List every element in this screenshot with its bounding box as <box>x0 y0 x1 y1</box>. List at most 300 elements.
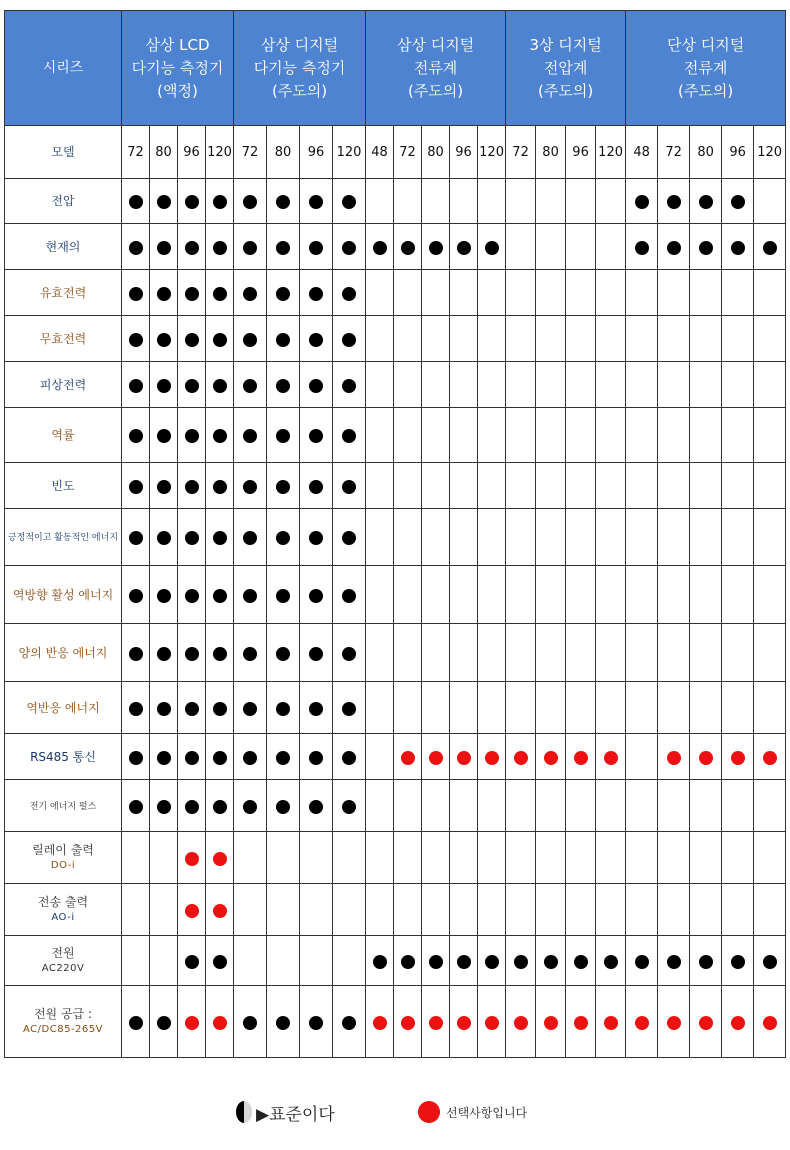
feature-cell <box>267 566 300 624</box>
feature-cell <box>366 566 394 624</box>
feature-cell <box>626 509 658 566</box>
feature-cell <box>267 682 300 734</box>
standard-dot <box>185 429 199 443</box>
feature-cell <box>596 986 626 1058</box>
feature-cell <box>690 509 722 566</box>
feature-cell <box>478 463 506 509</box>
feature-cell <box>690 986 722 1058</box>
feature-cell <box>422 270 450 316</box>
spec-table <box>4 10 786 1058</box>
model-cell: 80 <box>267 126 300 179</box>
feature-cell <box>394 734 422 780</box>
feature-cell <box>722 509 754 566</box>
feature-cell <box>394 884 422 936</box>
standard-dot <box>699 955 713 969</box>
optional-dot <box>544 751 558 765</box>
feature-cell <box>690 780 722 832</box>
feature-cell <box>206 780 234 832</box>
standard-dot <box>309 751 323 765</box>
standard-dot <box>243 589 257 603</box>
feature-cell <box>754 986 786 1058</box>
feature-cell <box>234 986 267 1058</box>
optional-dot <box>574 1016 588 1030</box>
feature-cell <box>690 362 722 408</box>
feature-label <box>5 682 122 734</box>
standard-dot <box>309 333 323 347</box>
standard-dot <box>129 429 143 443</box>
feature-cell <box>122 463 150 509</box>
feature-cell <box>478 509 506 566</box>
feature-cell <box>206 463 234 509</box>
feature-label-text: 전원 <box>51 945 75 960</box>
standard-dot <box>699 195 713 209</box>
feature-cell <box>478 270 506 316</box>
feature-cell <box>566 682 596 734</box>
optional-dot <box>731 751 745 765</box>
standard-dot <box>185 379 199 393</box>
standard-dot <box>276 800 290 814</box>
feature-cell <box>754 509 786 566</box>
feature-cell <box>206 884 234 936</box>
feature-cell <box>658 682 690 734</box>
feature-cell <box>566 734 596 780</box>
feature-cell <box>626 316 658 362</box>
standard-dot <box>129 480 143 494</box>
feature-label-text: 현재의 <box>45 239 81 254</box>
standard-dot <box>635 955 649 969</box>
feature-cell <box>658 270 690 316</box>
feature-cell <box>506 566 536 624</box>
optional-dot <box>635 1016 649 1030</box>
feature-cell <box>566 624 596 682</box>
standard-dot <box>342 647 356 661</box>
optional-dot <box>699 1016 713 1030</box>
feature-cell <box>722 832 754 884</box>
feature-cell <box>300 832 333 884</box>
standard-dot <box>401 241 415 255</box>
feature-cell <box>450 734 478 780</box>
feature-cell <box>300 624 333 682</box>
feature-cell <box>366 408 394 463</box>
standard-dot <box>157 702 171 716</box>
feature-cell <box>422 884 450 936</box>
feature-cell <box>267 179 300 224</box>
model-cell: 72 <box>506 126 536 179</box>
feature-cell <box>234 884 267 936</box>
feature-cell <box>178 362 206 408</box>
feature-cell <box>394 624 422 682</box>
optional-dot <box>185 1016 199 1030</box>
group-header-5: 단상 디지털 전류계 (주도의) <box>626 11 786 126</box>
model-cell: 80 <box>422 126 450 179</box>
feature-cell <box>754 624 786 682</box>
feature-cell <box>178 224 206 270</box>
feature-cell <box>300 884 333 936</box>
feature-cell <box>422 509 450 566</box>
feature-cell <box>566 362 596 408</box>
feature-cell <box>178 624 206 682</box>
model-cell: 72 <box>394 126 422 179</box>
model-cell: 80 <box>690 126 722 179</box>
feature-cell <box>478 832 506 884</box>
feature-label-text: 유효전력 <box>39 285 87 300</box>
model-cell: 96 <box>450 126 478 179</box>
feature-cell <box>333 936 366 986</box>
feature-cell <box>267 224 300 270</box>
feature-cell <box>122 362 150 408</box>
feature-sublabel: AC/DC85-265V <box>23 1023 103 1035</box>
standard-dot <box>185 241 199 255</box>
feature-cell <box>596 362 626 408</box>
feature-cell <box>366 936 394 986</box>
feature-cell <box>754 780 786 832</box>
standard-dot <box>309 195 323 209</box>
standard-dot <box>213 751 227 765</box>
standard-dot <box>185 955 199 969</box>
feature-cell <box>366 682 394 734</box>
feature-cell <box>506 780 536 832</box>
feature-cell <box>450 362 478 408</box>
optional-dot <box>763 751 777 765</box>
feature-label <box>5 224 122 270</box>
model-cell: 72 <box>234 126 267 179</box>
standard-dot <box>731 195 745 209</box>
feature-cell <box>122 884 150 936</box>
feature-cell <box>536 408 566 463</box>
standard-dot <box>157 333 171 347</box>
standard-dot <box>667 955 681 969</box>
standard-dot <box>185 800 199 814</box>
feature-row <box>5 986 786 1058</box>
standard-dot <box>243 531 257 545</box>
legend-standard <box>236 1098 335 1126</box>
feature-cell <box>150 270 178 316</box>
feature-cell <box>150 624 178 682</box>
feature-cell <box>658 734 690 780</box>
feature-cell <box>566 179 596 224</box>
feature-label-text: 양의 반응 에너지 <box>18 645 108 660</box>
feature-cell <box>206 986 234 1058</box>
standard-dot <box>342 480 356 494</box>
feature-cell <box>333 884 366 936</box>
feature-cell <box>178 734 206 780</box>
group-header-4: 3상 디지털 전압계 (주도의) <box>506 11 626 126</box>
feature-cell <box>422 734 450 780</box>
feature-cell <box>300 682 333 734</box>
standard-dot <box>401 955 415 969</box>
feature-cell <box>690 624 722 682</box>
standard-dot <box>129 531 143 545</box>
feature-cell <box>150 509 178 566</box>
feature-cell <box>122 780 150 832</box>
standard-dot <box>213 241 227 255</box>
feature-label <box>5 566 122 624</box>
feature-cell <box>150 936 178 986</box>
feature-cell <box>506 224 536 270</box>
optional-dot <box>401 751 415 765</box>
feature-cell <box>366 509 394 566</box>
standard-dot <box>129 1016 143 1030</box>
feature-cell <box>150 316 178 362</box>
feature-cell <box>754 270 786 316</box>
optional-dot <box>731 1016 745 1030</box>
feature-cell <box>506 884 536 936</box>
feature-cell <box>658 224 690 270</box>
feature-label-text: 전원 공급 : <box>33 1006 93 1021</box>
standard-dot <box>342 531 356 545</box>
feature-cell <box>300 566 333 624</box>
feature-cell <box>690 463 722 509</box>
standard-dot <box>373 955 387 969</box>
feature-cell <box>122 179 150 224</box>
feature-cell <box>267 362 300 408</box>
standard-dot <box>342 379 356 393</box>
standard-dot <box>243 1016 257 1030</box>
feature-cell <box>300 362 333 408</box>
feature-label <box>5 936 122 986</box>
feature-row <box>5 463 786 509</box>
feature-cell <box>206 270 234 316</box>
feature-cell <box>178 986 206 1058</box>
feature-cell <box>450 270 478 316</box>
feature-cell <box>754 884 786 936</box>
feature-cell <box>267 463 300 509</box>
feature-cell <box>234 316 267 362</box>
optional-dot <box>213 1016 227 1030</box>
feature-cell <box>722 682 754 734</box>
standard-dot <box>213 702 227 716</box>
standard-dot <box>213 800 227 814</box>
feature-cell <box>450 316 478 362</box>
feature-row <box>5 682 786 734</box>
standard-dot <box>635 195 649 209</box>
series-header: 시리즈 <box>5 11 122 126</box>
feature-label <box>5 832 122 884</box>
feature-cell <box>690 566 722 624</box>
feature-cell <box>506 509 536 566</box>
feature-label <box>5 408 122 463</box>
feature-cell <box>658 509 690 566</box>
feature-cell <box>150 179 178 224</box>
feature-cell <box>422 224 450 270</box>
standard-dot <box>342 287 356 301</box>
feature-cell <box>234 682 267 734</box>
feature-cell <box>566 463 596 509</box>
feature-cell <box>234 624 267 682</box>
feature-cell <box>626 270 658 316</box>
feature-cell <box>267 780 300 832</box>
standard-dot <box>213 647 227 661</box>
standard-dot <box>243 751 257 765</box>
feature-cell <box>478 780 506 832</box>
feature-cell <box>234 509 267 566</box>
feature-cell <box>478 624 506 682</box>
feature-cell <box>596 224 626 270</box>
model-cell: 80 <box>536 126 566 179</box>
feature-cell <box>754 179 786 224</box>
standard-dot <box>342 241 356 255</box>
feature-cell <box>366 780 394 832</box>
standard-dot <box>342 429 356 443</box>
feature-cell <box>536 734 566 780</box>
feature-cell <box>394 463 422 509</box>
optional-dot <box>457 1016 471 1030</box>
optional-dot <box>457 751 471 765</box>
feature-cell <box>478 734 506 780</box>
model-cell: 72 <box>122 126 150 179</box>
feature-cell <box>722 734 754 780</box>
feature-cell <box>333 362 366 408</box>
feature-cell <box>722 224 754 270</box>
feature-cell <box>206 179 234 224</box>
model-cell: 96 <box>178 126 206 179</box>
feature-cell <box>506 734 536 780</box>
feature-cell <box>394 408 422 463</box>
feature-label-text: 피상전력 <box>39 377 87 392</box>
standard-dot <box>185 702 199 716</box>
standard-dot <box>157 751 171 765</box>
standard-dot <box>157 429 171 443</box>
model-cell: 120 <box>596 126 626 179</box>
feature-cell <box>150 780 178 832</box>
feature-cell <box>333 682 366 734</box>
feature-cell <box>566 780 596 832</box>
feature-label <box>5 509 122 566</box>
feature-cell <box>206 224 234 270</box>
feature-cell <box>366 832 394 884</box>
feature-cell <box>122 566 150 624</box>
feature-cell <box>450 509 478 566</box>
feature-cell <box>206 936 234 986</box>
standard-dot <box>342 195 356 209</box>
feature-cell <box>150 224 178 270</box>
standard-dot <box>129 589 143 603</box>
group-header-3: 삼상 디지털 전류계 (주도의) <box>366 11 506 126</box>
optional-dot <box>185 904 199 918</box>
feature-label-text: RS485 통신 <box>30 749 96 764</box>
feature-cell <box>394 362 422 408</box>
optional-dot <box>544 1016 558 1030</box>
feature-cell <box>150 986 178 1058</box>
spec-table-wrapper <box>4 10 786 1058</box>
feature-cell <box>422 832 450 884</box>
feature-cell <box>506 624 536 682</box>
feature-cell <box>178 682 206 734</box>
standard-dot <box>429 241 443 255</box>
standard-dot <box>309 241 323 255</box>
feature-cell <box>333 986 366 1058</box>
feature-cell <box>234 936 267 986</box>
feature-row <box>5 624 786 682</box>
feature-cell <box>536 179 566 224</box>
feature-cell <box>178 179 206 224</box>
standard-dot <box>213 589 227 603</box>
feature-cell <box>596 884 626 936</box>
feature-cell <box>150 362 178 408</box>
model-cell: 96 <box>722 126 754 179</box>
feature-cell <box>722 884 754 936</box>
feature-cell <box>333 408 366 463</box>
standard-dot <box>731 955 745 969</box>
feature-cell <box>450 624 478 682</box>
feature-cell <box>722 362 754 408</box>
feature-cell <box>122 224 150 270</box>
feature-cell <box>267 624 300 682</box>
standard-dot <box>213 195 227 209</box>
standard-dot <box>485 955 499 969</box>
standard-dot <box>342 702 356 716</box>
standard-dot <box>276 589 290 603</box>
feature-cell <box>658 179 690 224</box>
optional-dot <box>429 1016 443 1030</box>
feature-cell <box>690 270 722 316</box>
standard-dot <box>276 195 290 209</box>
standard-dot <box>514 955 528 969</box>
standard-dot <box>457 955 471 969</box>
feature-cell <box>394 986 422 1058</box>
feature-cell <box>506 986 536 1058</box>
feature-cell <box>333 224 366 270</box>
feature-cell <box>626 734 658 780</box>
feature-cell <box>300 986 333 1058</box>
optional-dot <box>667 751 681 765</box>
feature-cell <box>566 408 596 463</box>
standard-dot <box>157 531 171 545</box>
feature-cell <box>566 224 596 270</box>
feature-cell <box>596 936 626 986</box>
feature-cell <box>658 362 690 408</box>
feature-cell <box>536 884 566 936</box>
feature-label-text: 전기 에너지 펄스 <box>29 801 97 812</box>
feature-cell <box>122 734 150 780</box>
feature-cell <box>754 463 786 509</box>
feature-cell <box>300 509 333 566</box>
feature-cell <box>536 224 566 270</box>
optional-dot <box>213 904 227 918</box>
feature-cell <box>596 682 626 734</box>
feature-cell <box>366 179 394 224</box>
feature-cell <box>566 509 596 566</box>
feature-cell <box>754 682 786 734</box>
feature-cell <box>478 986 506 1058</box>
feature-row <box>5 509 786 566</box>
feature-label-text: 무효전력 <box>39 331 87 346</box>
standard-dot <box>185 751 199 765</box>
feature-cell <box>394 509 422 566</box>
model-cell: 120 <box>206 126 234 179</box>
feature-cell <box>754 566 786 624</box>
feature-row <box>5 832 786 884</box>
feature-cell <box>690 316 722 362</box>
feature-label <box>5 270 122 316</box>
feature-cell <box>234 566 267 624</box>
standard-dot <box>604 955 618 969</box>
standard-dot <box>276 702 290 716</box>
optional-dot <box>574 751 588 765</box>
standard-dot <box>243 647 257 661</box>
feature-cell <box>122 509 150 566</box>
feature-cell <box>267 316 300 362</box>
feature-cell <box>178 884 206 936</box>
feature-cell <box>478 224 506 270</box>
feature-cell <box>722 986 754 1058</box>
feature-cell <box>506 463 536 509</box>
feature-cell <box>234 270 267 316</box>
feature-cell <box>658 316 690 362</box>
feature-cell <box>366 463 394 509</box>
feature-cell <box>422 566 450 624</box>
feature-cell <box>450 936 478 986</box>
